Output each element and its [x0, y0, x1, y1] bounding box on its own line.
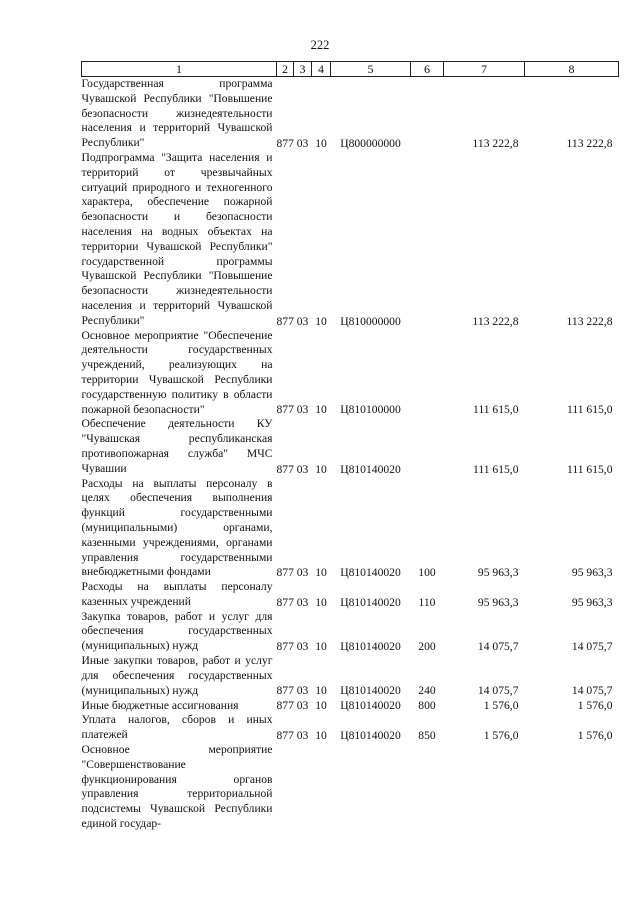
row-section: 03: [296, 403, 309, 417]
table-row: [82, 580, 619, 610]
column-header: 8: [525, 62, 619, 77]
row-amount-2: 1 576,0: [577, 729, 613, 743]
row-name: Основное мероприятие "Обеспечение деятельности государственных учреждений, реализующих на территории Чувашской Республики государственную политику в области пожарной безопасности": [81, 328, 273, 416]
row-expense-type: [411, 151, 444, 329]
row-name: Уплата налогов, сборов и иных платежей: [81, 713, 273, 742]
row-subsection: 10: [315, 136, 327, 150]
row-ministry: 877: [276, 684, 294, 698]
row-subsection: 10: [315, 314, 327, 328]
table-row: [82, 151, 619, 329]
row-name: Расходы на выплаты персоналу в целях обеспечения выполнения функций государственными (муниципальными) органами, казенными учреждениями, органами управления государственными внебюджетными фондами: [81, 476, 273, 579]
row-ministry: 877: [276, 136, 294, 150]
row-amount-1: 1 576,0: [483, 729, 519, 743]
row-name: Основное мероприятие "Совершенствование функционирования органов управления территориальной подсистемы Чувашской Республики единой государ-: [81, 743, 273, 831]
table-row: [82, 77, 619, 151]
row-name: Иные бюджетные ассигнования: [81, 698, 239, 712]
row-expense-type: [411, 77, 444, 151]
row-target-article: Ц810140020: [340, 699, 401, 713]
row-target-article: Ц810140020: [340, 729, 401, 743]
row-expense-type: 110: [418, 595, 436, 609]
row-section: 03: [296, 640, 309, 654]
column-header: 3: [294, 62, 312, 77]
table-row: [82, 477, 619, 581]
row-expense-type: 240: [418, 684, 436, 698]
row-target-article: Ц810140020: [340, 640, 401, 654]
row-ministry: 877: [276, 729, 294, 743]
row-section: 03: [296, 462, 309, 476]
row-amount-1: 111 615,0: [472, 403, 519, 417]
table-row: [82, 713, 619, 743]
row-ministry: 877: [276, 462, 294, 476]
column-header: 6: [411, 62, 444, 77]
row-subsection: 10: [315, 462, 327, 476]
row-subsection: 10: [315, 403, 327, 417]
row-section: 03: [296, 729, 309, 743]
column-header: 5: [331, 62, 411, 77]
column-header: 2: [277, 62, 294, 77]
table-row: [82, 654, 619, 698]
row-target-article: [331, 743, 411, 832]
row-section: 03: [296, 684, 309, 698]
row-ministry: 877: [276, 314, 294, 328]
row-target-article: Ц810100000: [340, 403, 401, 417]
row-ministry: 877: [276, 640, 294, 654]
row-section: [294, 743, 312, 832]
row-subsection: 10: [315, 684, 327, 698]
row-name: Государственная программа Чувашской Республики "Повышение безопасности жизнедеятельности населения и территорий Чувашской Республики": [81, 77, 273, 150]
row-name: Закупка товаров, работ и услуг для обеспечения государственных (муниципальных) нужд: [81, 609, 273, 653]
row-name: Расходы на выплаты персоналу казенных учреждений: [81, 580, 273, 608]
row-amount-2: 14 075,7: [571, 640, 613, 654]
row-amount-1: 14 075,7: [477, 640, 519, 654]
row-amount-2: 113 222,8: [566, 136, 613, 150]
row-expense-type: [411, 417, 444, 476]
row-amount-2: 95 963,3: [571, 595, 613, 609]
row-expense-type: 100: [418, 566, 436, 580]
row-ministry: 877: [276, 403, 294, 417]
row-target-article: Ц810140020: [340, 595, 401, 609]
row-amount-1: 95 963,3: [477, 595, 519, 609]
row-target-article: Ц810000000: [340, 314, 401, 328]
row-amount-2: 1 576,0: [577, 699, 613, 713]
row-target-article: Ц800000000: [340, 136, 401, 150]
row-amount-1: 113 222,8: [472, 136, 519, 150]
table-row: [82, 610, 619, 654]
row-amount-2: 95 963,3: [571, 566, 613, 580]
row-ministry: 877: [276, 595, 294, 609]
row-expense-type: 200: [418, 640, 436, 654]
table-row: [82, 743, 619, 832]
table-row: [82, 329, 619, 418]
row-amount-2: [525, 743, 619, 832]
row-section: 03: [296, 136, 309, 150]
row-subsection: 10: [315, 699, 327, 713]
column-header: 7: [444, 62, 525, 77]
row-amount-1: 95 963,3: [477, 566, 519, 580]
budget-table: [81, 61, 619, 832]
row-amount-2: 111 615,0: [566, 403, 613, 417]
column-header: 4: [312, 62, 331, 77]
row-subsection: 10: [315, 729, 327, 743]
row-amount-1: 1 576,0: [483, 699, 519, 713]
page-number: 222: [310, 38, 330, 52]
row-name: Иные закупки товаров, работ и услуг для обеспечения государственных (муниципальных) нужд: [81, 654, 273, 697]
row-name: Подпрограмма "Защита населения и территорий от чрезвычайных ситуаций природного и техногенного характера, обеспечение пожарной безопасности и безопасности населения на водных объектах на территории Чувашской Республики" государственной программы Чувашской Республики "Повышение безопасности жизнедеятельности населения и территорий Чувашской Республики": [81, 150, 273, 327]
row-section: 03: [296, 595, 309, 609]
row-ministry: 877: [276, 699, 294, 713]
row-section: 03: [296, 566, 309, 580]
row-ministry: 877: [276, 566, 294, 580]
row-amount-2: 14 075,7: [571, 684, 613, 698]
row-target-article: Ц810140020: [340, 566, 401, 580]
column-header: 1: [82, 62, 277, 77]
row-subsection: 10: [315, 640, 327, 654]
row-expense-type: [411, 743, 444, 832]
table-row: [82, 698, 619, 713]
row-name: Обеспечение деятельности КУ "Чувашская республиканская противопожарная служба" МЧС Чувашии: [81, 417, 273, 475]
row-amount-1: [444, 743, 525, 832]
row-target-article: Ц810140020: [340, 684, 401, 698]
row-expense-type: 800: [418, 699, 436, 713]
row-amount-2: 113 222,8: [566, 314, 613, 328]
row-section: 03: [296, 314, 309, 328]
row-amount-2: 111 615,0: [566, 462, 613, 476]
row-amount-1: 113 222,8: [472, 314, 519, 328]
table-row: [82, 417, 619, 476]
row-section: 03: [296, 699, 309, 713]
row-amount-1: 14 075,7: [477, 684, 519, 698]
table-header-row: [82, 62, 619, 77]
row-expense-type: 850: [418, 729, 436, 743]
row-subsection: [312, 743, 331, 832]
row-subsection: 10: [315, 566, 327, 580]
row-amount-1: 111 615,0: [472, 462, 519, 476]
row-subsection: 10: [315, 595, 327, 609]
row-target-article: Ц810140020: [340, 462, 401, 476]
row-ministry: [277, 743, 294, 832]
row-expense-type: [411, 329, 444, 418]
